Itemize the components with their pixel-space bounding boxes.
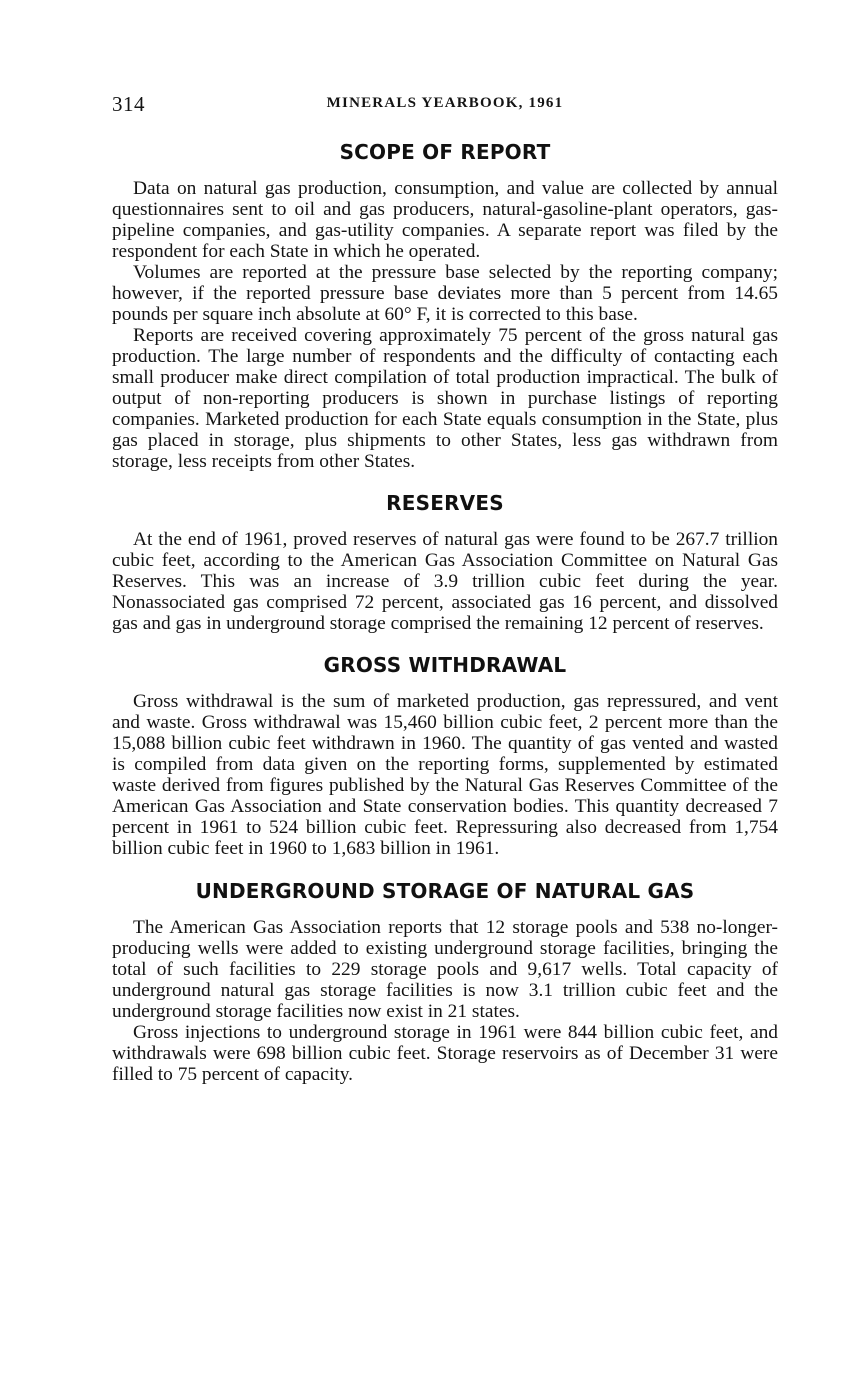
running-header xyxy=(112,92,778,122)
document-page xyxy=(112,92,778,1085)
body-paragraph: Reports are received covering approximately 75 percent of the gross natural gas production. The large number of respondents and the difficulty of contacting each small producer make direct compilation of total production impractical. The bulk of output of non-reporting producers is shown in purchase listings of reporting companies. Marketed production for each State equals consumption in the State, plus gas placed in storage, plus shipments to other States, less gas withdrawn from storage, less receipts from other States. xyxy=(112,325,778,472)
body-paragraph: Data on natural gas production, consumption, and value are collected by annual questionnaires sent to oil and gas producers, natural-gasoline-plant operators, gas-pipeline companies, and gas-utility companies. A separate report was filed by the respondent for each State in which he operated. xyxy=(112,178,778,262)
page-number: 314 xyxy=(112,92,145,116)
section-heading: RESERVES xyxy=(386,491,504,515)
section-heading: SCOPE OF REPORT xyxy=(339,140,551,164)
section-heading: UNDERGROUND STORAGE OF NATURAL GAS xyxy=(195,879,695,903)
section-heading: GROSS WITHDRAWAL xyxy=(323,653,567,677)
body-paragraph: Volumes are reported at the pressure base selected by the reporting company; however, if the reported pressure base deviates more than 5 percent from 14.65 pounds per square inch absolute at 60° F, it is corrected to this base. xyxy=(112,262,778,325)
body-paragraph: Gross injections to underground storage in 1961 were 844 billion cubic feet, and withdrawals were 698 billion cubic feet. Storage reservoirs as of December 31 were filled to 75 percent of capacity. xyxy=(112,1022,778,1085)
section-gross-withdrawal xyxy=(112,653,778,859)
body-paragraph: Gross withdrawal is the sum of marketed production, gas repressured, and vent and waste. Gross withdrawal was 15,460 billion cubic feet, 2 percent more than the 15,088 billion cubic feet withdrawn in 1960. The quantity of gas vented and wasted is compiled from data given on the reporting forms, supplemented by estimated waste derived from figures published by the Natural Gas Reserves Committee of the American Gas Association and State conservation bodies. This quantity decreased 7 percent in 1961 to 524 billion cubic feet. Repressuring also decreased from 1,754 billion cubic feet in 1960 to 1,683 billion in 1961. xyxy=(112,691,778,859)
body-paragraph: The American Gas Association reports that 12 storage pools and 538 no-longer-producing wells were added to existing underground storage facilities, bringing the total of such facilities to 229 storage pools and 9,617 wells. Total capacity of underground natural gas storage facilities is now 3.1 trillion cubic feet and the underground storage facilities now exist in 21 states. xyxy=(112,917,778,1022)
running-title: MINERALS YEARBOOK, 1961 xyxy=(326,95,564,111)
section-underground-storage xyxy=(112,879,778,1085)
body-paragraph: At the end of 1961, proved reserves of natural gas were found to be 267.7 trillion cubic feet, according to the American Gas Association Committee on Natural Gas Reserves. This was an increase of 3.9 trillion cubic feet during the year. Nonassociated gas comprised 72 percent, associated gas 16 percent, and dissolved gas and gas in underground storage comprised the remaining 12 percent of reserves. xyxy=(112,529,778,634)
section-scope-of-report xyxy=(112,140,778,472)
section-reserves xyxy=(112,491,778,634)
